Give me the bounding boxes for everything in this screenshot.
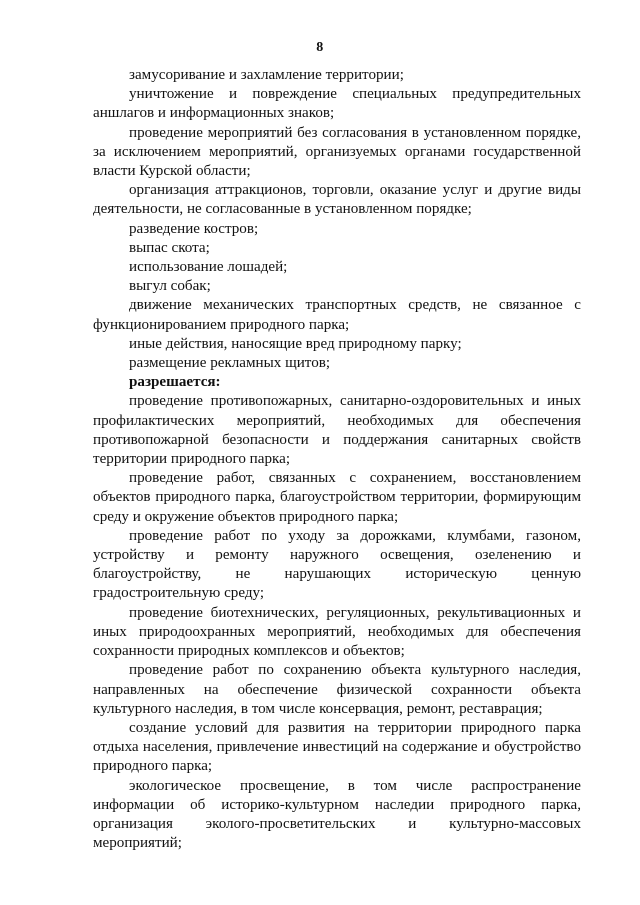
paragraph: создание условий для развития на территории природного парка отдыха населения, привлечение инвестиций на содержание и обустройство природного парка; [93,719,581,775]
paragraph: проведение биотехнических, регуляционных, рекультивационных и иных природоохранных мероприятий, необходимых для обеспечения сохранности природных комплексов и объектов; [93,604,581,660]
text-body [93,66,581,853]
paragraph: проведение мероприятий без согласования в установленном порядке, за исключением мероприятий, организуемых органами государственной власти Курской области; [93,124,581,180]
paragraph: размещение рекламных щитов; [129,355,331,372]
paragraph: уничтожение и повреждение специальных предупредительных аншлагов и информационных знаков; [93,86,581,122]
paragraph: иные действия, наносящие вред природному парку; [129,335,462,352]
paragraph: замусоривание и захламление территории; [129,67,404,83]
paragraph: организация аттракционов, торговли, оказание услуг и другие виды деятельности, не согласованные в установленном порядке; [93,182,581,218]
paragraph: разведение костров; [129,220,259,237]
paragraph: использование лошадей; [129,259,288,276]
paragraph: проведение работ по сохранению объекта культурного наследия, направленных на обеспечение физической сохранности объекта культурного наследия, в том числе консервация, ремонт, реставрация; [93,662,581,717]
paragraph: движение механических транспортных средств, не связанное с функционированием природного парка; [93,297,581,333]
paragraph: проведение работ по уходу за дорожками, клумбами, газоном, устройству и ремонту наружного освещения, озеленению и благоустройству, не нарушающих историческую ценную градостроительную среду; [93,527,581,602]
paragraph: выгул собак; [129,278,211,295]
page-number: 8 [316,40,324,55]
paragraph: экологическое просвещение, в том числе распространение информации об историко-культурном наследии природного парка, организация эколого-просветительских и культурно-массовых мероприятий; [93,777,581,852]
paragraph: выпас скота; [129,239,210,256]
section-heading: разрешается: [129,374,221,391]
paragraph: проведение противопожарных, санитарно-оздоровительных и иных профилактических мероприятий, необходимых для обеспечения противопожарной безопасности и поддержания санитарных свойств территории природного парка; [93,393,581,468]
paragraph: проведение работ, связанных с сохранением, восстановлением объектов природного парка, благоустройством территории, формирующим среду и окружение объектов природного парка; [93,470,581,525]
